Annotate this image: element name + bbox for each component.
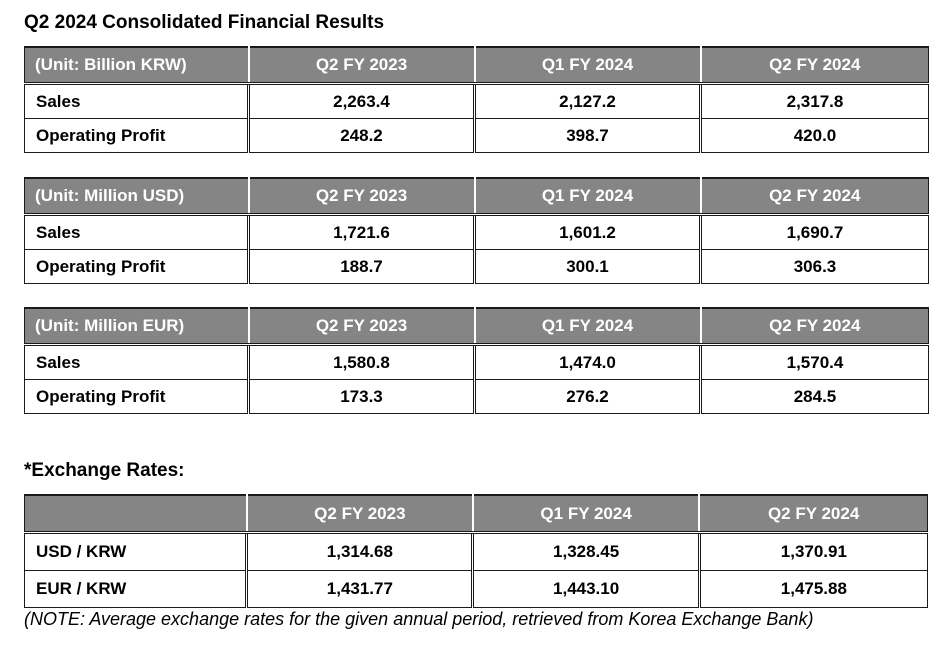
table-row-usd-krw [25, 533, 928, 571]
table-header-row [25, 178, 929, 215]
table-cell: 188.7 [249, 250, 475, 284]
unit-label: (Unit: Million EUR) [25, 308, 249, 345]
row-label: USD / KRW [25, 533, 247, 571]
exchange-rates-table [24, 494, 928, 608]
unit-label: (Unit: Billion KRW) [25, 47, 249, 84]
table-header-row [25, 308, 929, 345]
column-header: Q2 FY 2023 [249, 178, 475, 215]
table-cell: 1,328.45 [473, 533, 699, 571]
row-label: Sales [25, 84, 249, 119]
table-header-row [25, 47, 929, 84]
table-cell: 1,314.68 [247, 533, 473, 571]
table-cell: 173.3 [249, 380, 475, 414]
table-row-operating-profit [25, 380, 929, 414]
table-row-operating-profit [25, 119, 929, 153]
table-row-sales [25, 84, 929, 119]
table-cell: 248.2 [249, 119, 475, 153]
column-header: Q2 FY 2024 [701, 178, 929, 215]
table-cell: 1,570.4 [701, 345, 929, 380]
table-cell: 1,370.91 [699, 533, 927, 571]
results-table-usd [24, 177, 929, 284]
column-header: Q1 FY 2024 [473, 495, 699, 533]
row-label: Operating Profit [25, 380, 249, 414]
row-label: Sales [25, 345, 249, 380]
table-cell: 306.3 [701, 250, 929, 284]
column-header: Q2 FY 2023 [249, 47, 475, 84]
table-cell: 1,475.88 [699, 571, 927, 608]
column-header: Q2 FY 2023 [247, 495, 473, 533]
column-header: Q1 FY 2024 [475, 178, 701, 215]
results-table-eur [24, 307, 929, 414]
empty-header-cell [25, 495, 247, 533]
exchange-rates-heading: *Exchange Rates: [24, 460, 185, 481]
table-cell: 2,127.2 [475, 84, 701, 119]
column-header: Q2 FY 2024 [701, 308, 929, 345]
page-title: Q2 2024 Consolidated Financial Results [24, 12, 385, 33]
row-label: EUR / KRW [25, 571, 247, 608]
column-header: Q2 FY 2023 [249, 308, 475, 345]
table-cell: 1,580.8 [249, 345, 475, 380]
table-cell: 1,431.77 [247, 571, 473, 608]
column-header: Q2 FY 2024 [699, 495, 927, 533]
unit-label: (Unit: Million USD) [25, 178, 249, 215]
table-cell: 1,601.2 [475, 215, 701, 250]
table-row-operating-profit [25, 250, 929, 284]
table-row-sales [25, 215, 929, 250]
table-cell: 398.7 [475, 119, 701, 153]
table-cell: 1,443.10 [473, 571, 699, 608]
table-header-row [25, 495, 928, 533]
column-header: Q1 FY 2024 [475, 308, 701, 345]
table-cell: 276.2 [475, 380, 701, 414]
column-header: Q1 FY 2024 [475, 47, 701, 84]
results-table-krw [24, 46, 929, 153]
table-row-eur-krw [25, 571, 928, 608]
row-label: Sales [25, 215, 249, 250]
table-cell: 284.5 [701, 380, 929, 414]
table-cell: 2,317.8 [701, 84, 929, 119]
table-cell: 1,690.7 [701, 215, 929, 250]
table-cell: 300.1 [475, 250, 701, 284]
row-label: Operating Profit [25, 250, 249, 284]
row-label: Operating Profit [25, 119, 249, 153]
table-cell: 2,263.4 [249, 84, 475, 119]
footnote: (NOTE: Average exchange rates for the given annual period, retrieved from Korea Exchange Bank) [24, 609, 814, 629]
table-cell: 1,721.6 [249, 215, 475, 250]
table-cell: 420.0 [701, 119, 929, 153]
table-cell: 1,474.0 [475, 345, 701, 380]
table-row-sales [25, 345, 929, 380]
column-header: Q2 FY 2024 [701, 47, 929, 84]
